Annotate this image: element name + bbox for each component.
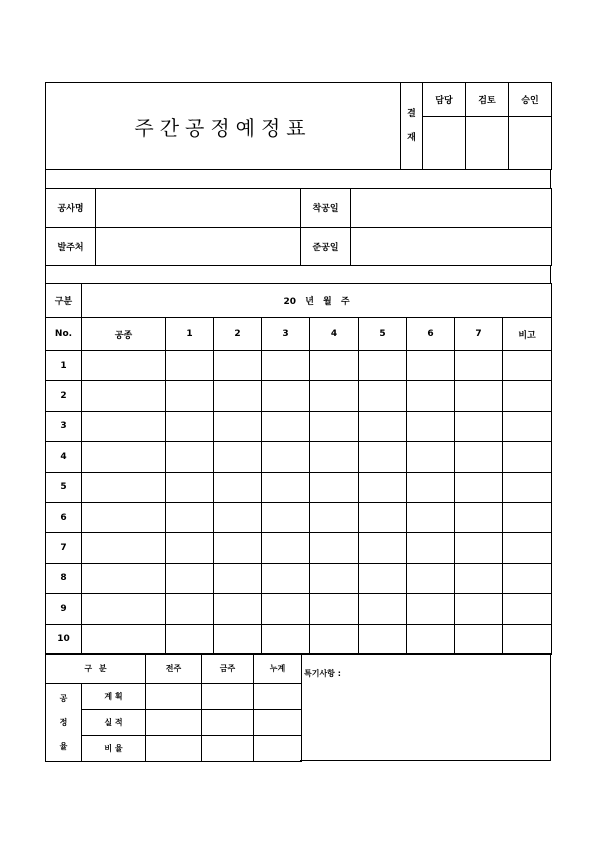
start-date-field[interactable] [351, 189, 552, 228]
table-row [46, 563, 552, 593]
schedule-cell[interactable] [82, 563, 166, 593]
schedule-cell[interactable] [166, 411, 214, 441]
schedule-cell[interactable] [503, 442, 552, 472]
schedule-cell[interactable] [310, 381, 359, 411]
schedule-cell[interactable] [82, 381, 166, 411]
schedule-cell[interactable] [262, 624, 310, 654]
schedule-cell[interactable] [359, 533, 407, 563]
schedule-cell[interactable] [310, 533, 359, 563]
completion-date-label: 준공일 [301, 227, 351, 266]
schedule-cell[interactable] [503, 533, 552, 563]
progress-rate-char-3: 율 [59, 741, 68, 751]
approval-label [401, 83, 423, 170]
schedule-cell[interactable] [262, 442, 310, 472]
schedule-cell[interactable] [503, 381, 552, 411]
row-number: 5 [46, 472, 82, 502]
schedule-cell[interactable] [359, 411, 407, 441]
row-number: 4 [46, 442, 82, 472]
progress-table [45, 653, 302, 762]
schedule-cell[interactable] [214, 563, 262, 593]
approval-signature-approve[interactable] [509, 117, 552, 170]
schedule-cell[interactable] [359, 624, 407, 654]
completion-date-field[interactable] [351, 227, 552, 266]
remarks-box[interactable] [300, 653, 551, 761]
schedule-cell[interactable] [262, 411, 310, 441]
schedule-cell[interactable] [262, 351, 310, 381]
schedule-cell[interactable] [166, 624, 214, 654]
schedule-cell[interactable] [359, 381, 407, 411]
schedule-cell[interactable] [82, 351, 166, 381]
row-number: 1 [46, 351, 82, 381]
schedule-cell[interactable] [262, 381, 310, 411]
progress-row-actual: 실 적 [82, 710, 146, 736]
schedule-cell[interactable] [455, 533, 503, 563]
schedule-cell[interactable] [455, 411, 503, 441]
progress-header-this-week: 금주 [202, 654, 254, 684]
actual-last-week-cell[interactable] [146, 710, 202, 736]
actual-this-week-cell[interactable] [202, 710, 254, 736]
approval-label-1: 결 [407, 109, 416, 119]
schedule-cell[interactable] [407, 624, 455, 654]
remarks-label: 특기사항 : [304, 669, 341, 678]
table-row [46, 411, 552, 441]
schedule-cell[interactable] [455, 502, 503, 532]
schedule-cell[interactable] [166, 381, 214, 411]
schedule-cell[interactable] [214, 624, 262, 654]
schedule-cell[interactable] [262, 472, 310, 502]
schedule-cell[interactable] [166, 594, 214, 624]
schedule-cell[interactable] [82, 594, 166, 624]
table-row [46, 442, 552, 472]
schedule-cell[interactable] [310, 502, 359, 532]
ratio-this-week-cell[interactable] [202, 736, 254, 762]
schedule-cell[interactable] [407, 533, 455, 563]
plan-cumulative-cell[interactable] [254, 684, 302, 710]
schedule-cell[interactable] [82, 442, 166, 472]
schedule-cell[interactable] [166, 442, 214, 472]
client-label: 발주처 [46, 227, 96, 266]
schedule-cell[interactable] [407, 351, 455, 381]
schedule-cell[interactable] [455, 472, 503, 502]
schedule-cell[interactable] [407, 594, 455, 624]
progress-rate-label [46, 684, 82, 762]
page-title: 주간공정예정표 [46, 83, 401, 170]
schedule-cell[interactable] [214, 472, 262, 502]
row-number: 7 [46, 533, 82, 563]
progress-header-cumulative: 누계 [254, 654, 302, 684]
schedule-cell[interactable] [503, 563, 552, 593]
schedule-cell[interactable] [166, 351, 214, 381]
schedule-cell[interactable] [503, 351, 552, 381]
col-header-day-6: 6 [407, 318, 455, 351]
schedule-cell[interactable] [407, 381, 455, 411]
progress-row-plan: 계 획 [82, 684, 146, 710]
start-date-label: 착공일 [301, 189, 351, 228]
schedule-cell[interactable] [214, 381, 262, 411]
schedule-cell[interactable] [262, 533, 310, 563]
table-row [46, 472, 552, 502]
progress-rate-char-1: 공 [59, 693, 68, 703]
approval-signature-manager[interactable] [423, 117, 466, 170]
approval-header-manager: 담당 [423, 83, 466, 117]
schedule-cell[interactable] [455, 624, 503, 654]
col-header-remarks: 비고 [503, 318, 552, 351]
schedule-cell[interactable] [262, 594, 310, 624]
schedule-cell[interactable] [262, 502, 310, 532]
schedule-table [45, 283, 552, 655]
schedule-cell[interactable] [82, 411, 166, 441]
ratio-cumulative-cell[interactable] [254, 736, 302, 762]
schedule-cell[interactable] [214, 594, 262, 624]
schedule-cell[interactable] [359, 351, 407, 381]
schedule-cell[interactable] [455, 381, 503, 411]
col-header-no: No. [46, 318, 82, 351]
schedule-cell[interactable] [82, 472, 166, 502]
schedule-cell[interactable] [359, 563, 407, 593]
schedule-cell[interactable] [407, 563, 455, 593]
spacer-strip [45, 169, 551, 189]
client-field[interactable] [96, 227, 301, 266]
schedule-cell[interactable] [166, 563, 214, 593]
schedule-cell[interactable] [310, 594, 359, 624]
schedule-cell[interactable] [262, 563, 310, 593]
col-header-day-1: 1 [166, 318, 214, 351]
table-row [46, 502, 552, 532]
schedule-cell[interactable] [82, 502, 166, 532]
schedule-cell[interactable] [503, 624, 552, 654]
schedule-cell[interactable] [407, 472, 455, 502]
table-row [46, 624, 552, 654]
schedule-cell[interactable] [359, 442, 407, 472]
table-row [46, 533, 552, 563]
header-table [45, 82, 552, 170]
schedule-cell[interactable] [503, 594, 552, 624]
col-header-day-2: 2 [214, 318, 262, 351]
schedule-cell[interactable] [310, 624, 359, 654]
schedule-cell[interactable] [503, 502, 552, 532]
approval-header-approve: 승인 [509, 83, 552, 117]
schedule-cell[interactable] [214, 502, 262, 532]
plan-this-week-cell[interactable] [202, 684, 254, 710]
schedule-cell[interactable] [407, 411, 455, 441]
schedule-cell[interactable] [455, 594, 503, 624]
schedule-cell[interactable] [359, 472, 407, 502]
week-title: 20 년 월 주 [82, 284, 552, 318]
schedule-cell[interactable] [455, 563, 503, 593]
spacer-strip [45, 265, 551, 284]
schedule-cell[interactable] [359, 502, 407, 532]
approval-label-2: 재 [407, 133, 416, 143]
schedule-cell[interactable] [214, 533, 262, 563]
col-header-work-type: 공종 [82, 318, 166, 351]
approval-header-review: 검토 [466, 83, 509, 117]
row-number: 9 [46, 594, 82, 624]
row-number: 2 [46, 381, 82, 411]
col-header-day-5: 5 [359, 318, 407, 351]
actual-cumulative-cell[interactable] [254, 710, 302, 736]
progress-header-section: 구 분 [46, 654, 146, 684]
section-label: 구분 [46, 284, 82, 318]
project-name-field[interactable] [96, 189, 301, 228]
schedule-cell[interactable] [214, 351, 262, 381]
schedule-cell[interactable] [310, 563, 359, 593]
schedule-cell[interactable] [503, 411, 552, 441]
schedule-cell[interactable] [310, 351, 359, 381]
schedule-cell[interactable] [455, 351, 503, 381]
schedule-cell[interactable] [407, 502, 455, 532]
schedule-cell[interactable] [310, 472, 359, 502]
table-row [46, 351, 552, 381]
col-header-day-3: 3 [262, 318, 310, 351]
schedule-cell[interactable] [214, 442, 262, 472]
row-number: 6 [46, 502, 82, 532]
schedule-cell[interactable] [82, 533, 166, 563]
progress-rate-char-2: 정 [59, 717, 68, 727]
schedule-cell[interactable] [455, 442, 503, 472]
plan-last-week-cell[interactable] [146, 684, 202, 710]
row-number: 8 [46, 563, 82, 593]
progress-header-last-week: 전주 [146, 654, 202, 684]
approval-signature-review[interactable] [466, 117, 509, 170]
schedule-cell[interactable] [359, 594, 407, 624]
project-name-label: 공사명 [46, 189, 96, 228]
schedule-cell[interactable] [166, 502, 214, 532]
schedule-cell[interactable] [310, 411, 359, 441]
col-header-day-7: 7 [455, 318, 503, 351]
info-table [45, 188, 552, 266]
schedule-cell[interactable] [407, 442, 455, 472]
ratio-last-week-cell[interactable] [146, 736, 202, 762]
schedule-cell[interactable] [310, 442, 359, 472]
row-number: 10 [46, 624, 82, 654]
schedule-cell[interactable] [82, 624, 166, 654]
schedule-cell[interactable] [214, 411, 262, 441]
table-row [46, 381, 552, 411]
row-number: 3 [46, 411, 82, 441]
progress-row-ratio: 비 율 [82, 736, 146, 762]
col-header-day-4: 4 [310, 318, 359, 351]
schedule-cell[interactable] [166, 472, 214, 502]
schedule-cell[interactable] [503, 472, 552, 502]
schedule-cell[interactable] [166, 533, 214, 563]
table-row [46, 594, 552, 624]
